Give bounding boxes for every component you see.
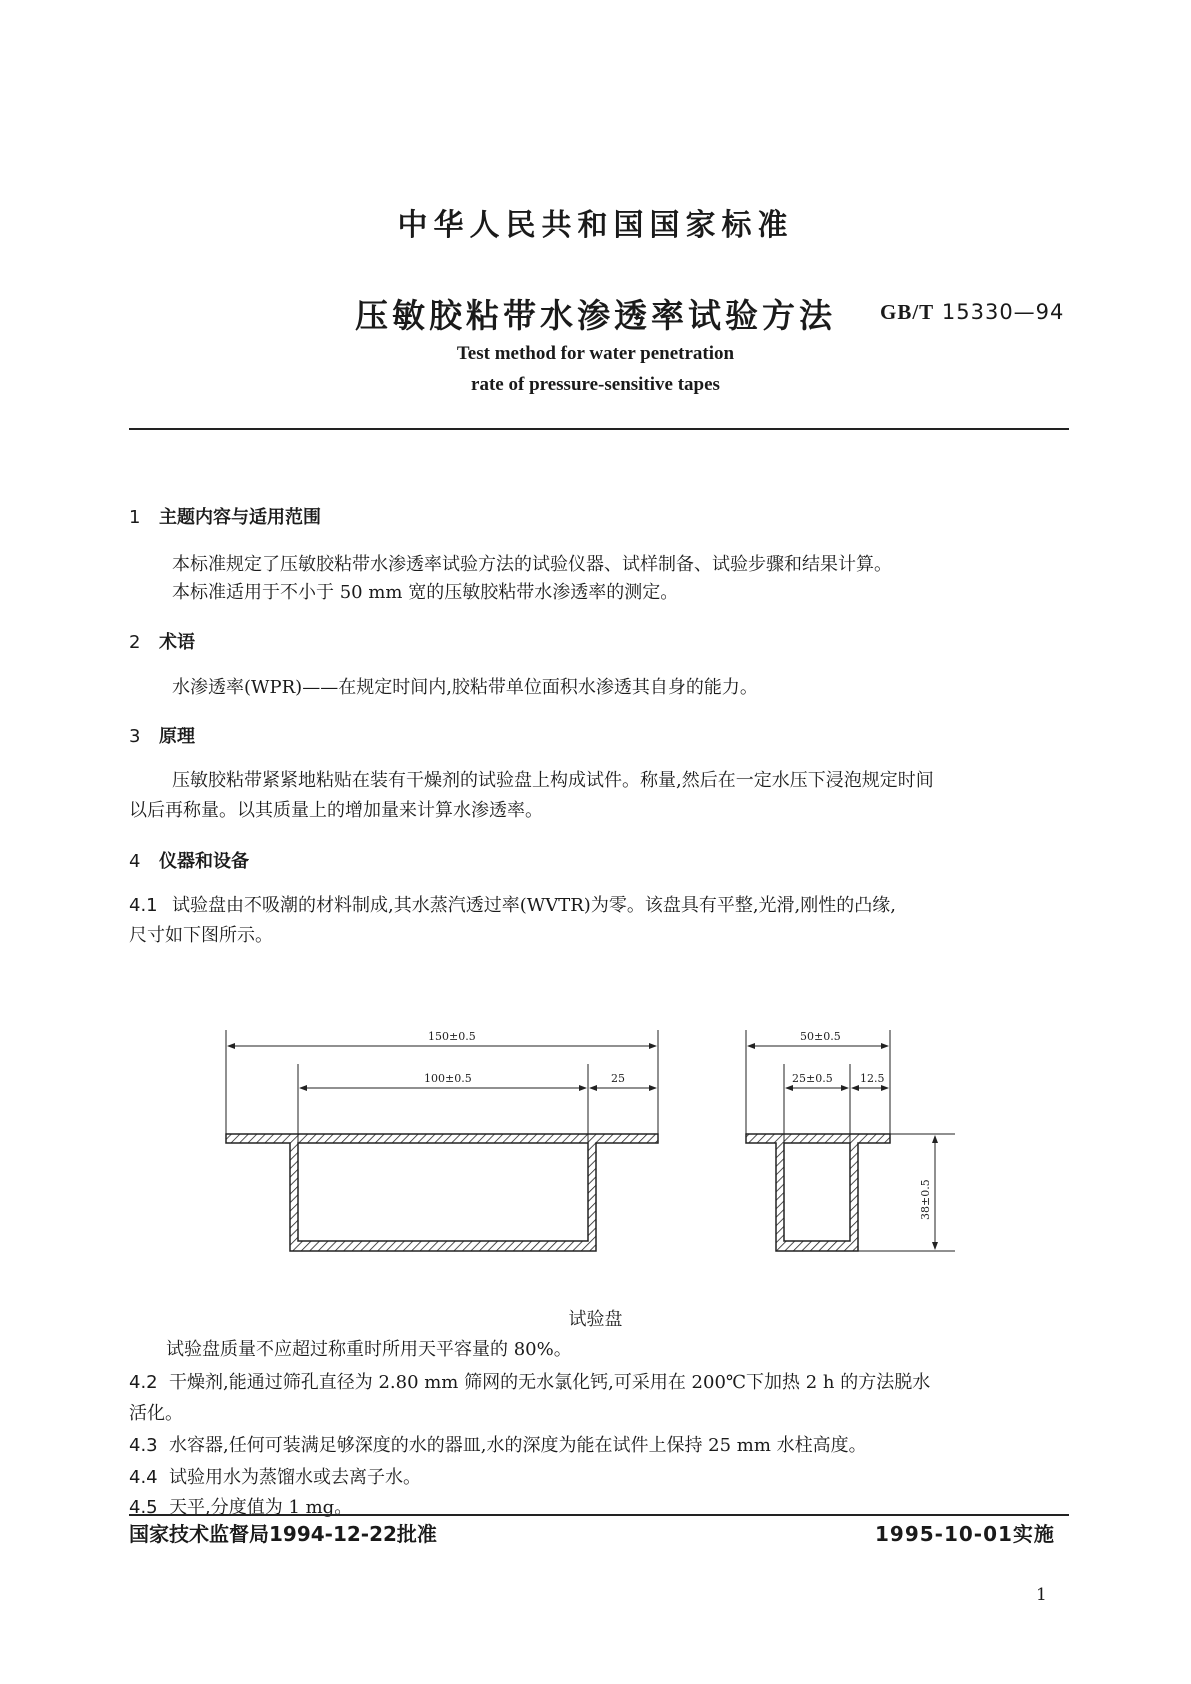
section-1-heading bbox=[129, 503, 321, 529]
clause-number: 4.1 bbox=[129, 895, 158, 916]
section-number: 1 bbox=[129, 507, 141, 528]
standard-title-cn: 压敏胶粘带水渗透率试验方法 bbox=[355, 296, 836, 335]
page-number: 1 bbox=[1036, 1585, 1047, 1605]
clause-text: 天平,分度值为 1 mg。 bbox=[169, 1497, 353, 1518]
clause-text: 干燥剂,能通过筛孔直径为 2.80 mm 筛网的无水氯化钙,可采用在 200℃下加热 2 h 的方法脱水 bbox=[169, 1372, 931, 1393]
dim-depth: 38±0.5 bbox=[919, 1179, 932, 1220]
clause-4-2 bbox=[129, 1365, 930, 1400]
section-title: 仪器和设备 bbox=[159, 851, 249, 872]
clause-number: 4.3 bbox=[129, 1435, 158, 1456]
clause-text: 试验用水为蒸馏水或去离子水。 bbox=[169, 1467, 421, 1488]
standard-title-en-line1: Test method for water penetration bbox=[456, 343, 735, 364]
standard-code-number: 15330—94 bbox=[941, 300, 1065, 324]
clause-number: 4.2 bbox=[129, 1372, 158, 1393]
clause-4-1 bbox=[129, 893, 896, 919]
clause-number: 4.5 bbox=[129, 1497, 158, 1518]
dish-mass-note: 试验盘质量不应超过称重时所用天平容量的 80%。 bbox=[166, 1339, 572, 1360]
footer-rule bbox=[129, 1514, 1069, 1516]
standard-code-prefix: GB/T bbox=[880, 300, 935, 324]
dim-right-flange: 12.5 bbox=[860, 1072, 885, 1085]
section-title: 原理 bbox=[159, 726, 195, 747]
standard-title-en-line2: rate of pressure-sensitive tapes bbox=[471, 374, 720, 395]
dim-left-total: 150±0.5 bbox=[428, 1030, 476, 1043]
section-2-heading bbox=[129, 628, 195, 654]
section-title: 主题内容与适用范围 bbox=[159, 507, 321, 528]
clause-number: 4.4 bbox=[129, 1467, 158, 1488]
dim-left-inner: 100±0.5 bbox=[424, 1072, 472, 1085]
clause-continuation: 活化。 bbox=[129, 1403, 183, 1424]
approval-line: 国家技术监督局1994-12-22批准 bbox=[129, 1522, 437, 1546]
header-rule bbox=[129, 428, 1069, 430]
section-number: 2 bbox=[129, 632, 141, 653]
national-standard-heading: 中华人民共和国国家标准 bbox=[397, 208, 794, 243]
section-title: 术语 bbox=[159, 632, 195, 653]
paragraph: 本标准适用于不小于 50 mm 宽的压敏胶粘带水渗透率的测定。 bbox=[172, 582, 679, 603]
clause-4-3 bbox=[129, 1428, 867, 1463]
left-dish-drawing bbox=[226, 1030, 658, 1251]
paragraph: 以后再称量。以其质量上的增加量来计算水渗透率。 bbox=[129, 800, 543, 821]
dim-right-total: 50±0.5 bbox=[800, 1030, 841, 1043]
standard-code bbox=[880, 300, 1064, 325]
effective-date-line: 1995-10-01实施 bbox=[875, 1522, 1055, 1546]
clause-continuation: 尺寸如下图所示。 bbox=[129, 925, 273, 946]
section-3-heading bbox=[129, 722, 195, 748]
dim-right-inner: 25±0.5 bbox=[792, 1072, 833, 1085]
paragraph: 本标准规定了压敏胶粘带水渗透率试验方法的试验仪器、试样制备、试验步骤和结果计算。 bbox=[172, 554, 892, 575]
section-4-heading bbox=[129, 847, 249, 873]
paragraph: 压敏胶粘带紧紧地粘贴在装有干燥剂的试验盘上构成试件。称量,然后在一定水压下浸泡规定时间 bbox=[172, 770, 934, 791]
dim-left-flange: 25 bbox=[611, 1072, 625, 1085]
section-number: 4 bbox=[129, 851, 141, 872]
paragraph: 水渗透率(WPR)——在规定时间内,胶粘带单位面积水渗透其自身的能力。 bbox=[172, 677, 758, 698]
figure-caption: 试验盘 bbox=[568, 1309, 623, 1330]
clause-text: 水容器,任何可装满足够深度的水的器皿,水的深度为能在试件上保持 25 mm 水柱高度。 bbox=[169, 1435, 867, 1456]
right-dish-drawing bbox=[746, 1030, 955, 1251]
section-number: 3 bbox=[129, 726, 141, 747]
clause-text: 试验盘由不吸潮的材料制成,其水蒸汽透过率(WVTR)为零。该盘具有平整,光滑,刚性的凸缘, bbox=[172, 895, 896, 916]
test-dish-figure bbox=[0, 1000, 1191, 1280]
